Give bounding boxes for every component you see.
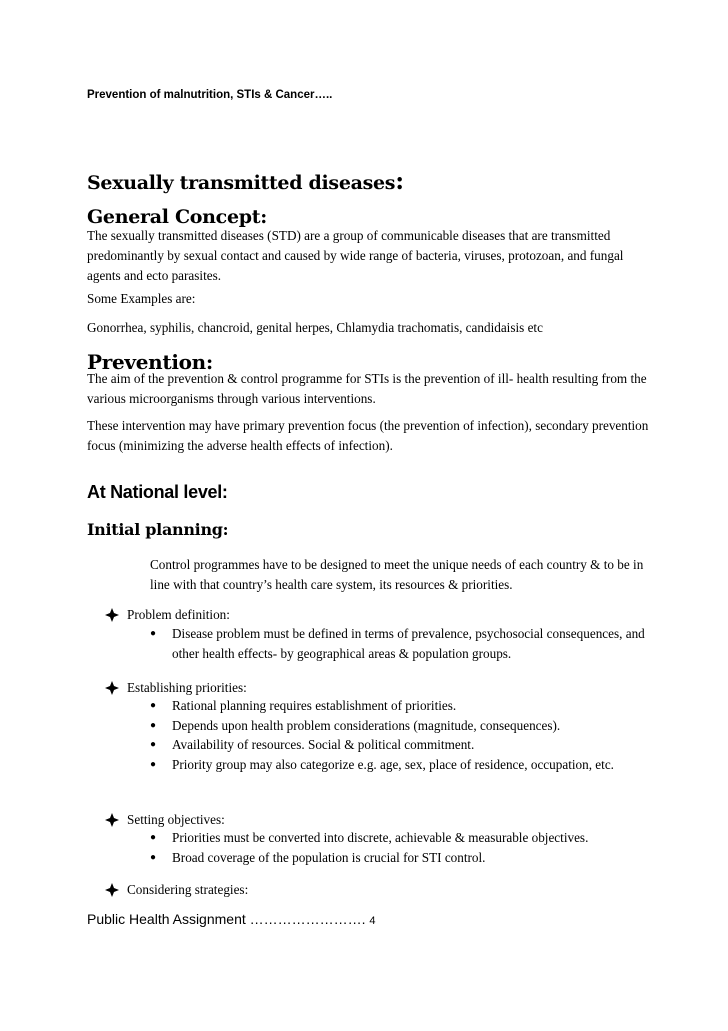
diamond-bullet-icon bbox=[105, 680, 119, 696]
prevention-heading: Prevention: bbox=[87, 350, 213, 374]
section-heading-std bbox=[87, 166, 404, 195]
problem-definition-label: Problem definition: bbox=[127, 607, 230, 622]
setting-objectives-label: Setting objectives: bbox=[127, 812, 225, 827]
bullet-icon: ● bbox=[150, 719, 157, 731]
bullet-icon: ● bbox=[150, 832, 157, 843]
diamond-bullet-icon bbox=[105, 812, 119, 828]
bullet-icon: ● bbox=[150, 739, 157, 750]
general-concept-heading: General Concept: bbox=[87, 206, 267, 228]
list-item: ● Depends upon health problem considerations (magnitude, consequences). bbox=[150, 716, 650, 736]
national-level-title: At National level: bbox=[87, 482, 228, 502]
initial-planning-text: Control programmes have to be designed to meet the unique needs of each country & to be in line with that country’s health care system, its resources & priorities. bbox=[150, 557, 644, 592]
list-item: ● Priority group may also categorize e.g. age, sex, place of residence, occupation, etc. bbox=[150, 755, 650, 775]
establishing-priorities-item bbox=[105, 678, 247, 698]
bullet-icon: ● bbox=[150, 628, 157, 639]
examples-label: Some Examples are: bbox=[87, 291, 196, 306]
considering-strategies-label: Considering strategies: bbox=[127, 882, 249, 897]
list-item: ● Disease problem must be defined in terms of prevalence, psychosocial consequences, and other health effects- by geographical areas & population groups. bbox=[150, 624, 650, 663]
page-number: 4 bbox=[369, 915, 376, 927]
bullet-icon: ● bbox=[150, 700, 157, 711]
bullet-icon: ● bbox=[150, 851, 157, 863]
general-concept-text: The sexually transmitted diseases (STD) are a group of communicable diseases that are transmitted predominantly by sexual contact and caused by wide range of bacteria, viruses, protozoan, and fungal agents and ecto parasites. bbox=[87, 228, 624, 283]
problem-definition-item bbox=[105, 605, 230, 625]
footer-text: Public Health Assignment ……………………. bbox=[87, 911, 366, 927]
initial-planning-heading: Initial planning: bbox=[87, 520, 229, 539]
establishing-priorities-list bbox=[150, 696, 650, 774]
diamond-bullet-icon bbox=[105, 607, 119, 623]
list-item: ● Broad coverage of the population is crucial for STI control. bbox=[150, 848, 650, 868]
prevention-text-2: These intervention may have primary prevention focus (the prevention of infection), secondary prevention focus (minimizing the adverse health effects of infection). bbox=[87, 418, 649, 453]
page-footer bbox=[87, 911, 376, 927]
std-colon: : bbox=[395, 166, 404, 195]
establishing-priorities-label: Establishing priorities: bbox=[127, 680, 247, 695]
examples-text: Gonorrhea, syphilis, chancroid, genital herpes, Chlamydia trachomatis, candidaisis etc bbox=[87, 320, 543, 335]
std-title: Sexually transmitted diseases bbox=[87, 172, 396, 194]
setting-objectives-item bbox=[105, 810, 225, 830]
setting-objectives-list bbox=[150, 828, 650, 867]
problem-definition-list bbox=[150, 624, 650, 663]
list-item: ● Priorities must be converted into discrete, achievable & measurable objectives. bbox=[150, 828, 650, 848]
national-level-heading bbox=[87, 482, 228, 503]
bullet-icon: ● bbox=[150, 758, 157, 770]
considering-strategies-item bbox=[105, 880, 248, 900]
header-title: Prevention of malnutrition, STIs & Cancer….. bbox=[87, 89, 333, 101]
list-item: ● Rational planning requires establishment of priorities. bbox=[150, 696, 650, 716]
list-item: ● Availability of resources. Social & political commitment. bbox=[150, 735, 650, 755]
diamond-bullet-icon bbox=[105, 882, 119, 898]
prevention-text-1: The aim of the prevention & control programme for STIs is the prevention of ill- health resulting from the various microorganisms through various interventions. bbox=[87, 371, 647, 406]
